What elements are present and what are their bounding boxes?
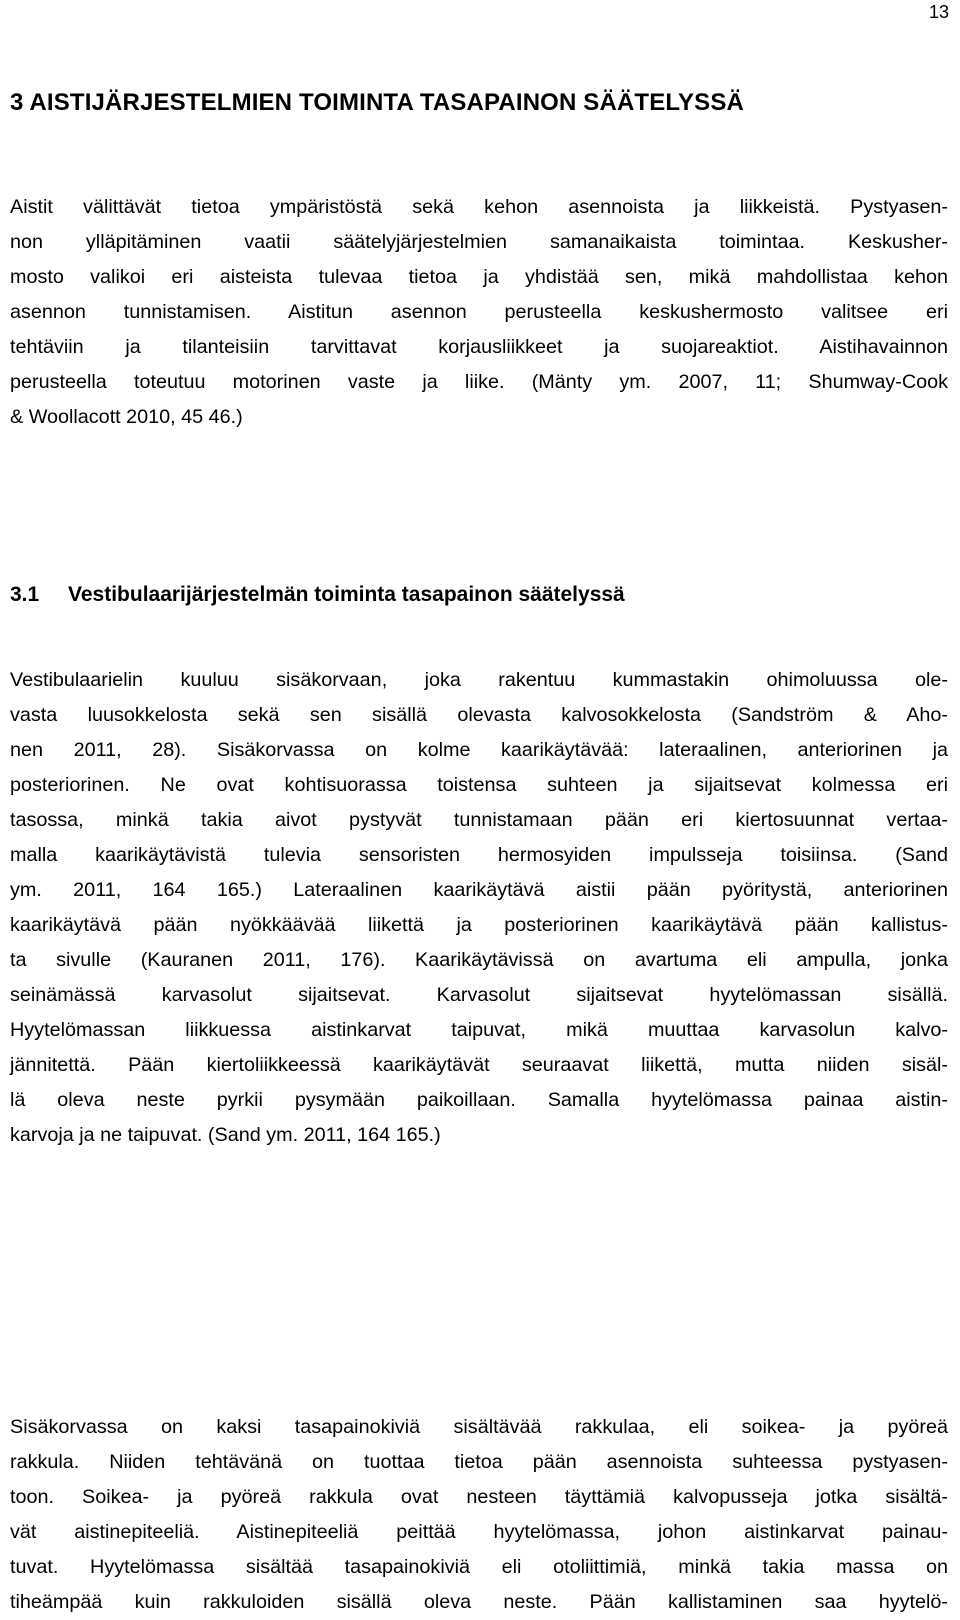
text-line: toon. Soikea- ja pyöreä rakkula ovat nesteen täyttämiä kalvopusseja jotka sisältä- xyxy=(10,1486,948,1508)
text-line: asennon tunnistamisen. Aistitun asennon perusteella keskushermosto valitsee eri xyxy=(10,301,948,323)
page-number: 13 xyxy=(928,2,949,22)
text-line: seinämässä karvasolut sijaitsevat. Karvasolut sijaitsevat hyytelömassan sisällä. xyxy=(10,984,948,1006)
text-line: perusteella toteutuu motorinen vaste ja liike. (Mänty ym. 2007, 11; Shumway-Cook xyxy=(10,371,948,393)
text-line: malla kaarikäytävistä tulevia sensoristen hermosyiden impulsseja toisiinsa. (Sand xyxy=(10,844,948,866)
text-line: mosto valikoi eri aisteista tulevaa tietoa ja yhdistää sen, mikä mahdollistaa kehon xyxy=(10,266,948,288)
text-line: & Woollacott 2010, 45 46.) xyxy=(10,406,243,428)
text-line: tiheämpää kuin rakkuloiden sisällä oleva neste. Pään kallistaminen saa hyytelö- xyxy=(10,1591,948,1613)
text-line: posteriorinen. Ne ovat kohtisuorassa toistensa suhteen ja sijaitsevat kolmessa eri xyxy=(10,774,948,796)
text-line: vät aistinepiteeliä. Aistinepiteeliä peittää hyytelömassa, johon aistinkarvat painau- xyxy=(10,1521,948,1543)
text-line: kaarikäytävä pään nyökkäävää liikettä ja posteriorinen kaarikäytävä pään kallistus- xyxy=(10,914,948,936)
section-paragraph-1 xyxy=(10,663,948,1153)
section-paragraph-2 xyxy=(10,1410,948,1620)
text-line: tasossa, minkä takia aivot pystyvät tunnistamaan pään eri kiertosuunnat vertaa- xyxy=(10,809,948,831)
text-line: ym. 2011, 164 165.) Lateraalinen kaarikäytävä aistii pään pyöritystä, anteriorinen xyxy=(10,879,948,901)
text-line: karvoja ja ne taipuvat. (Sand ym. 2011, 164 165.) xyxy=(10,1124,441,1146)
text-line: tuvat. Hyytelömassa sisältää tasapainokiviä eli otoliittimiä, minkä takia massa on xyxy=(10,1556,948,1578)
text-line: tehtäviin ja tilanteisiin tarvittavat korjausliikkeet ja suojareaktiot. Aistihavainnon xyxy=(10,336,948,358)
chapter-title: 3 AISTIJÄRJESTELMIEN TOIMINTA TASAPAINON SÄÄTELYSSÄ xyxy=(10,89,744,116)
section-number: 3.1 xyxy=(10,583,40,606)
section-heading xyxy=(10,580,625,610)
text-line: rakkula. Niiden tehtävänä on tuottaa tietoa pään asennoista suhteessa pystyasen- xyxy=(10,1451,948,1473)
text-line: Aistit välittävät tietoa ympäristöstä sekä kehon asennoista ja liikkeistä. Pystyasen- xyxy=(10,196,948,218)
text-line: lä oleva neste pyrkii pysymään paikoillaan. Samalla hyytelömassa painaa aistin- xyxy=(10,1089,948,1111)
section-title: Vestibulaarijärjestelmän toiminta tasapainon säätelyssä xyxy=(68,583,625,606)
text-line: nen 2011, 28). Sisäkorvassa on kolme kaarikäytävää: lateraalinen, anteriorinen ja xyxy=(10,739,948,761)
text-line: Vestibulaarielin kuuluu sisäkorvaan, joka rakentuu kummastakin ohimoluussa ole- xyxy=(10,669,948,691)
text-line: non ylläpitäminen vaatii säätelyjärjestelmien samanaikaista toimintaa. Keskusher- xyxy=(10,231,948,253)
text-line: Sisäkorvassa on kaksi tasapainokiviä sisältävää rakkulaa, eli soikea- ja pyöreä xyxy=(10,1416,948,1438)
text-line: Hyytelömassan liikkuessa aistinkarvat taipuvat, mikä muuttaa karvasolun kalvo- xyxy=(10,1019,948,1041)
text-line: vasta luusokkelosta sekä sen sisällä olevasta kalvosokkelosta (Sandström & Aho- xyxy=(10,704,948,726)
intro-paragraph xyxy=(10,190,948,435)
text-line: jännitettä. Pään kiertoliikkeessä kaarikäytävät seuraavat liikettä, mutta niiden sisäl- xyxy=(10,1054,948,1076)
text-line: ta sivulle (Kauranen 2011, 176). Kaarikäytävissä on avartuma eli ampulla, jonka xyxy=(10,949,948,971)
